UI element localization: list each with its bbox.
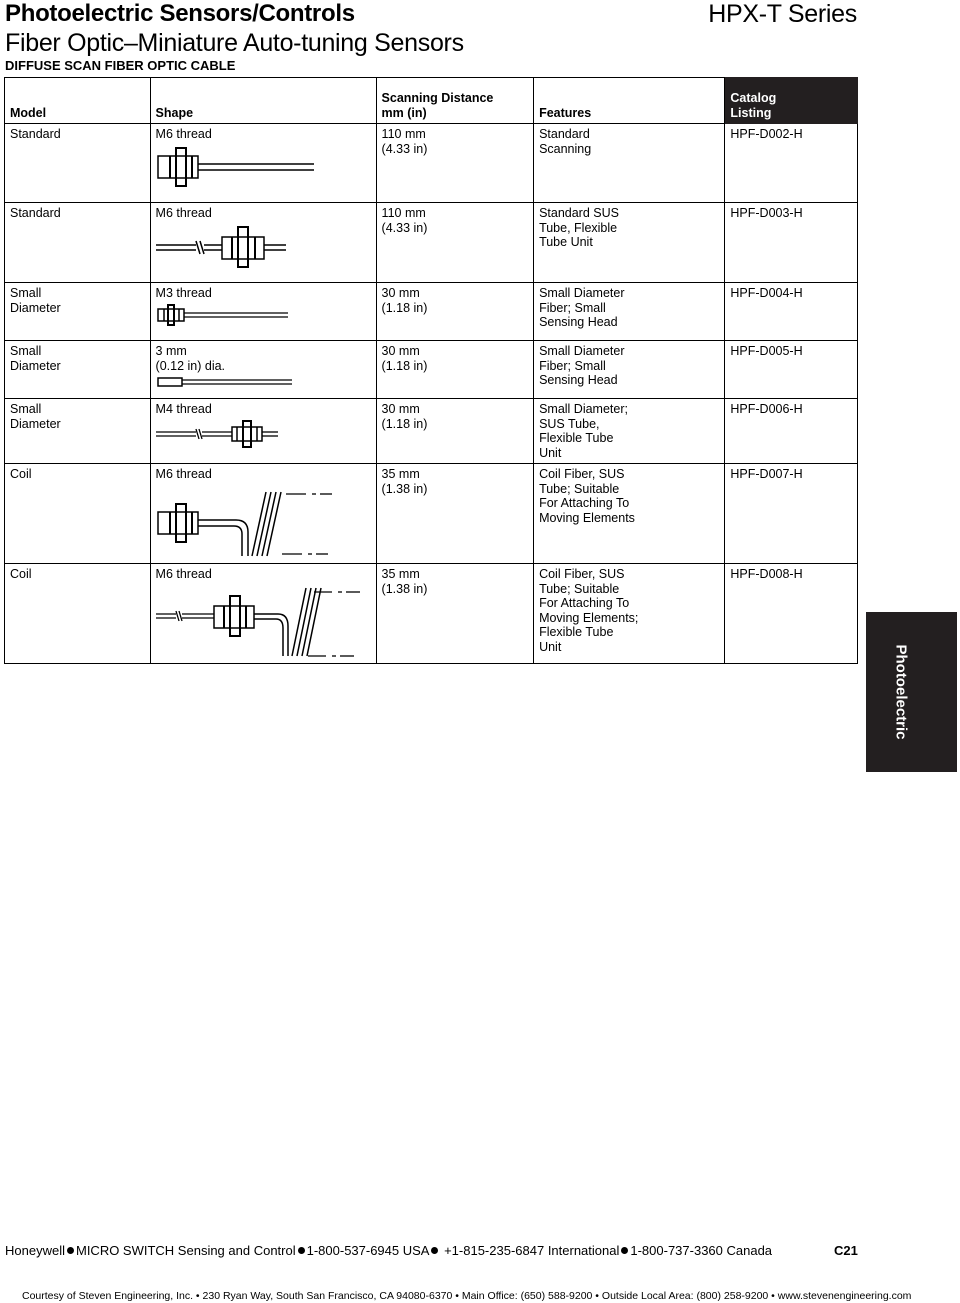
distance-cell	[376, 399, 534, 464]
shape-label: M6 thread	[155, 567, 212, 581]
header-catalog-line2: Listing	[730, 105, 772, 120]
feature-line: Fiber; Small	[539, 300, 606, 315]
sensor-drawing	[156, 303, 296, 327]
model-cell: Coil	[5, 564, 151, 664]
section-heading: DIFFUSE SCAN FIBER OPTIC CABLE	[5, 58, 236, 73]
side-tab-label: Photoelectric	[892, 644, 910, 740]
sensor-drawing	[156, 144, 316, 188]
model-line: Diameter	[10, 300, 61, 315]
shape-label-line: 3 mm	[155, 344, 187, 358]
features-cell	[534, 283, 725, 341]
section-side-tab	[866, 612, 957, 772]
model-line: Diameter	[10, 416, 61, 431]
shape-cell	[150, 464, 376, 564]
feature-line: Moving Elements;	[539, 610, 639, 625]
feature-line: For Attaching To	[539, 496, 630, 510]
header-catalog	[725, 78, 858, 124]
feature-line: For Attaching To	[539, 596, 630, 610]
feature-line: Coil Fiber, SUS	[539, 467, 625, 481]
feature-line: Scanning	[539, 141, 592, 156]
shape-label: M6 thread	[155, 127, 212, 141]
model-cell	[5, 283, 151, 341]
footer-intl-phone: +1-815-235-6847 International	[444, 1243, 620, 1258]
shape-cell	[150, 203, 376, 283]
model-line: Small	[10, 344, 42, 358]
shape-label: M4 thread	[155, 402, 212, 416]
distance-cell	[376, 283, 534, 341]
shape-cell	[150, 283, 376, 341]
feature-line: Fiber; Small	[539, 358, 606, 373]
footer-canada-phone: 1-800-737-3360 Canada	[630, 1243, 773, 1258]
catalog-cell: HPF-D008-H	[725, 564, 858, 664]
feature-line: Tube; Suitable	[539, 481, 620, 496]
distance-mm: 35 mm	[381, 467, 420, 481]
model-cell: Standard	[5, 124, 151, 203]
distance-in: (4.33 in)	[381, 220, 428, 235]
distance-in: (1.18 in)	[381, 358, 428, 373]
page-subtitle: Fiber Optic–Miniature Auto-tuning Sensors	[5, 29, 464, 57]
feature-line: Moving Elements	[539, 510, 635, 525]
feature-line: Sensing Head	[539, 373, 618, 387]
distance-in: (1.18 in)	[381, 416, 428, 431]
feature-line: Small Diameter	[539, 344, 625, 358]
distance-cell	[376, 341, 534, 399]
header-distance	[376, 78, 534, 124]
table-row	[5, 464, 858, 564]
distance-cell	[376, 124, 534, 203]
distance-in: (1.18 in)	[381, 300, 428, 315]
table-row	[5, 283, 858, 341]
feature-line: Standard	[539, 127, 590, 141]
feature-line: SUS Tube,	[539, 416, 600, 431]
header-model: Model	[5, 78, 151, 124]
feature-line: Standard SUS	[539, 206, 619, 220]
page-title: Photoelectric Sensors/Controls	[5, 0, 355, 27]
model-line: Diameter	[10, 358, 61, 373]
feature-line: Unit	[539, 639, 562, 654]
sensor-drawing	[156, 375, 296, 389]
distance-mm: 30 mm	[381, 286, 420, 300]
shape-label: M6 thread	[155, 206, 212, 220]
model-cell	[5, 341, 151, 399]
model-cell: Standard	[5, 203, 151, 283]
footer-contact	[5, 1243, 772, 1258]
header-shape: Shape	[150, 78, 376, 124]
table-row	[5, 124, 858, 203]
feature-line: Tube; Suitable	[539, 581, 620, 596]
feature-line: Flexible Tube	[539, 431, 614, 445]
shape-label: M6 thread	[155, 467, 212, 481]
catalog-cell: HPF-D005-H	[725, 341, 858, 399]
distance-in: (4.33 in)	[381, 141, 428, 156]
model-line: Small	[10, 402, 42, 416]
distance-mm: 30 mm	[381, 402, 420, 416]
feature-line: Tube Unit	[539, 235, 593, 249]
feature-line: Small Diameter;	[539, 402, 628, 416]
table-row	[5, 564, 858, 664]
page-number: C21	[834, 1243, 858, 1258]
distance-mm: 35 mm	[381, 567, 420, 581]
model-cell: Coil	[5, 464, 151, 564]
model-cell	[5, 399, 151, 464]
features-cell	[534, 203, 725, 283]
features-cell	[534, 564, 725, 664]
table-header-row	[5, 78, 858, 124]
catalog-cell: HPF-D003-H	[725, 203, 858, 283]
catalog-cell: HPF-D004-H	[725, 283, 858, 341]
features-cell	[534, 399, 725, 464]
shape-label: M3 thread	[155, 286, 212, 300]
shape-cell	[150, 341, 376, 399]
header-features: Features	[534, 78, 725, 124]
bullet-icon	[431, 1247, 438, 1254]
bullet-icon	[621, 1247, 628, 1254]
distance-cell	[376, 203, 534, 283]
distance-in: (1.38 in)	[381, 481, 428, 496]
shape-cell	[150, 564, 376, 664]
table-row	[5, 399, 858, 464]
features-cell	[534, 124, 725, 203]
header-distance-line2: mm (in)	[381, 105, 427, 120]
coil-sensor-drawing	[156, 484, 371, 558]
series-name: HPX-T Series	[708, 0, 857, 28]
catalog-cell: HPF-D007-H	[725, 464, 858, 564]
header-catalog-line1: Catalog	[730, 91, 777, 105]
table-row	[5, 341, 858, 399]
feature-line: Unit	[539, 445, 562, 460]
bullet-icon	[67, 1247, 74, 1254]
feature-line: Tube, Flexible	[539, 220, 618, 235]
distance-cell	[376, 464, 534, 564]
footer-usa-phone: 1-800-537-6945 USA	[306, 1243, 430, 1258]
feature-line: Sensing Head	[539, 315, 618, 329]
distance-cell	[376, 564, 534, 664]
catalog-table	[4, 77, 858, 664]
shape-cell	[150, 399, 376, 464]
footer-brand: Honeywell	[5, 1243, 65, 1258]
footer-courtesy: Courtesy of Steven Engineering, Inc. • 230 Ryan Way, South San Francisco, CA 94080-6370 • Main Office: (650) 588-9200 • Outside Local Area: (800) 258-9200 • www.stevenengineering.com	[22, 1290, 912, 1302]
sensor-drawing	[156, 419, 296, 449]
features-cell	[534, 464, 725, 564]
catalog-cell: HPF-D002-H	[725, 124, 858, 203]
shape-cell	[150, 124, 376, 203]
catalog-cell: HPF-D006-H	[725, 399, 858, 464]
distance-mm: 110 mm	[381, 127, 426, 141]
feature-line: Coil Fiber, SUS	[539, 567, 625, 581]
shape-label-line: (0.12 in) dia.	[155, 358, 226, 373]
model-line: Small	[10, 286, 42, 300]
footer-division: MICRO SWITCH Sensing and Control	[75, 1243, 296, 1258]
distance-mm: 110 mm	[381, 206, 426, 220]
coil-sensor-drawing	[156, 584, 371, 658]
table-row	[5, 203, 858, 283]
feature-line: Flexible Tube	[539, 625, 614, 639]
sensor-drawing	[156, 223, 316, 269]
distance-mm: 30 mm	[381, 344, 420, 358]
feature-line: Small Diameter	[539, 286, 625, 300]
distance-in: (1.38 in)	[381, 581, 428, 596]
header-distance-line1: Scanning Distance	[381, 91, 494, 105]
features-cell	[534, 341, 725, 399]
bullet-icon	[298, 1247, 305, 1254]
